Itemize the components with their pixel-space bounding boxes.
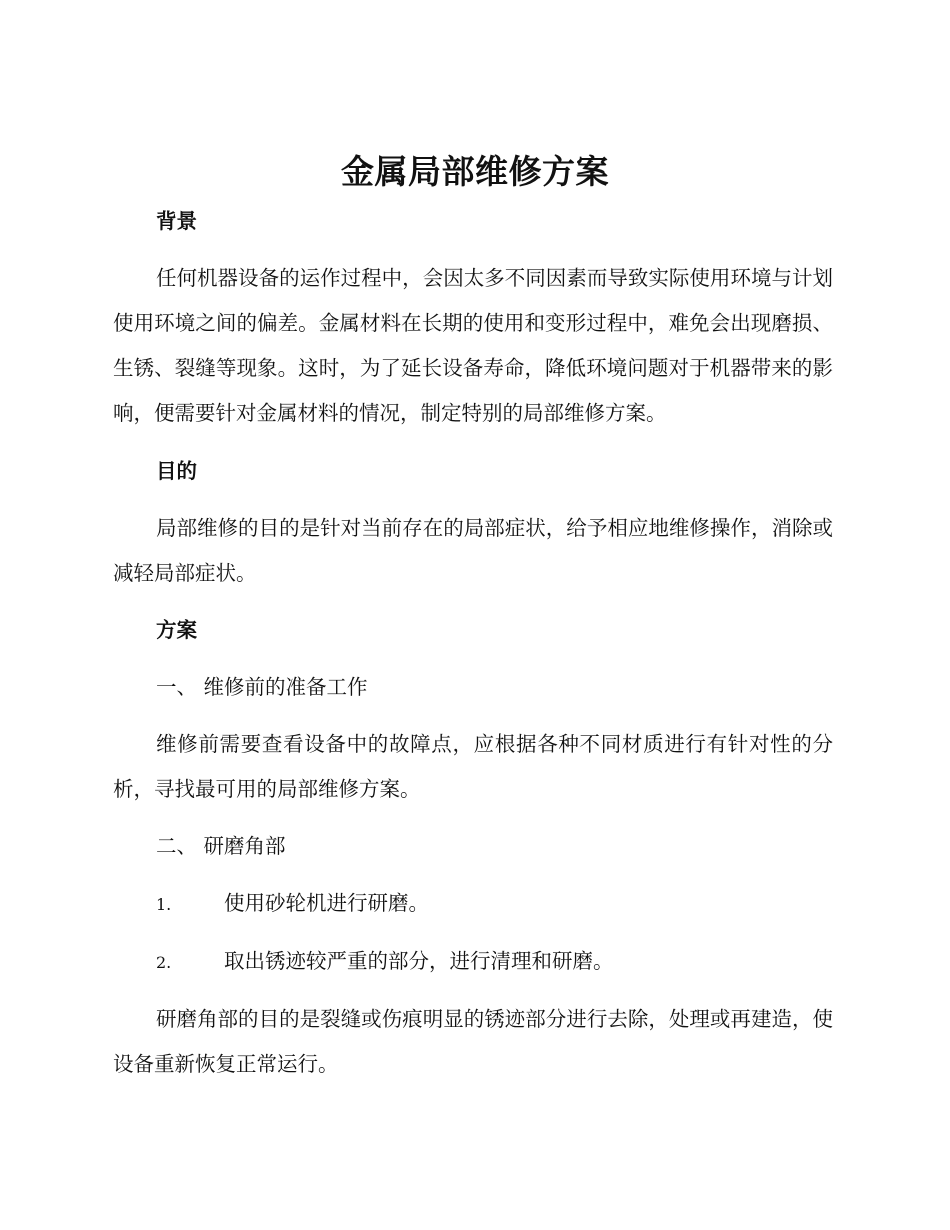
- purpose-paragraph: 局部维修的目的是针对当前存在的局部症状，给予相应地维修操作，消除或减轻局部症状。: [113, 516, 833, 585]
- step2-paragraph: 研磨角部的目的是裂缝或伤痕明显的锈迹部分进行去除，处理或再建造，使设备重新恢复正常运行。: [113, 1007, 833, 1076]
- list-number: 1.: [156, 895, 172, 914]
- step1-heading: 一、 维修前的准备工作: [156, 675, 368, 699]
- list-text: 取出锈迹较严重的部分，进行清理和研磨。: [224, 949, 614, 973]
- document-title: 金属局部维修方案: [341, 152, 609, 191]
- list-text: 使用砂轮机进行研磨。: [224, 891, 429, 915]
- step2-heading: 二、 研磨角部: [156, 834, 286, 858]
- list-item: [156, 939, 836, 985]
- background-paragraph: 任何机器设备的运作过程中，会因太多不同因素而导致实际使用环境与计划使用环境之间的偏差。金属材料在长期的使用和变形过程中，难免会出现磨损、生锈、裂缝等现象。这时，为了延长设备寿命，降低环境问题对于机器带来的影响，便需要针对金属材料的情况，制定特别的局部维修方案。: [113, 266, 833, 425]
- purpose-heading: 目的: [156, 459, 197, 483]
- plan-heading: 方案: [156, 618, 197, 642]
- list-item: [156, 881, 836, 927]
- background-heading: 背景: [156, 209, 197, 233]
- step1-paragraph: 维修前需要查看设备中的故障点，应根据各种不同材质进行有针对性的分析，寻找最可用的局部维修方案。: [113, 732, 833, 801]
- list-number: 2.: [156, 953, 172, 972]
